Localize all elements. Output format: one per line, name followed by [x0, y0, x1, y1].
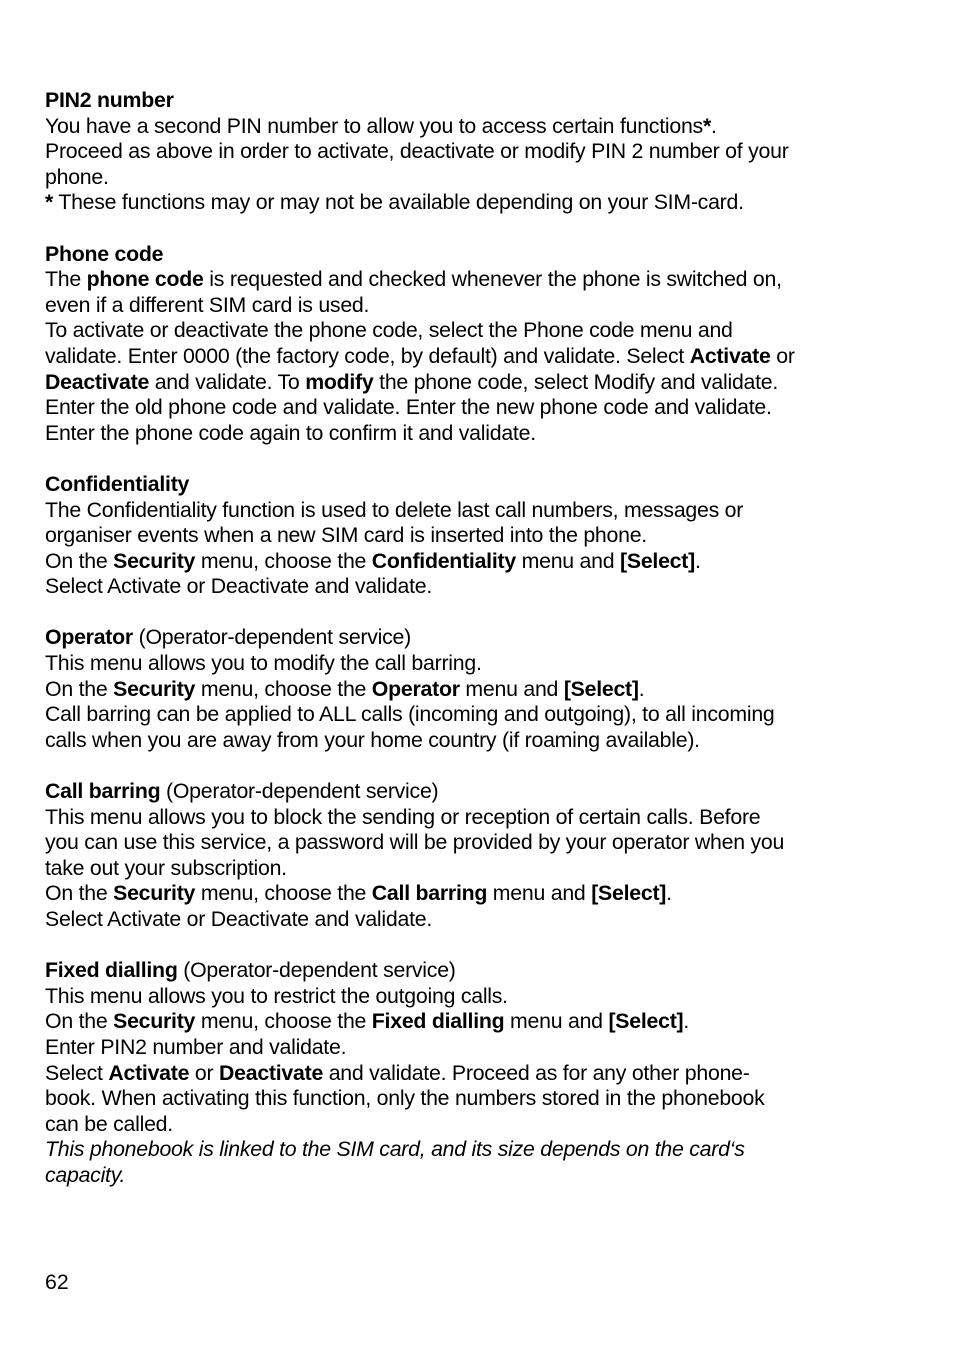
paragraph-line: Enter the old phone code and validate. Enter the new phone code and validate.: [45, 395, 772, 420]
paragraph-line: [45, 1061, 915, 1087]
section-heading: Call barring: [45, 779, 161, 804]
text-run: You have a second PIN number to allow you to access certain functions: [45, 113, 703, 138]
heading-suffix: (Operator-dependent service): [177, 958, 456, 983]
paragraph-line: phone.: [45, 164, 109, 189]
paragraph-line: Proceed as above in order to activate, deactivate or modify PIN 2 number of your: [45, 139, 789, 164]
paragraph-line: book. When activating this function, only the numbers stored in the phonebook: [45, 1086, 765, 1111]
section-fixed-dialling: [45, 958, 915, 1188]
bold-term: Deactivate: [219, 1060, 324, 1085]
paragraph-line: [45, 549, 915, 575]
text-run: These functions may or may not be available depending on your SIM-card.: [53, 190, 744, 215]
section-heading: Fixed dialling: [45, 958, 178, 983]
text-run: menu, choose the: [195, 548, 372, 573]
text-run: menu and: [459, 676, 564, 701]
text-run: On the: [45, 1009, 114, 1034]
paragraph-line: This menu allows you to block the sending or reception of certain calls. Before: [45, 804, 761, 829]
section-call-barring: [45, 779, 915, 933]
text-run: menu and: [504, 1009, 609, 1034]
paragraph-line: even if a different SIM card is used.: [45, 292, 370, 317]
manual-page-content: [45, 88, 915, 1214]
section-heading: PIN2 number: [45, 88, 174, 112]
paragraph-line: To activate or deactivate the phone code, select the Phone code menu and: [45, 318, 733, 343]
footnote-line: [45, 190, 915, 216]
text-run: On the: [45, 548, 114, 573]
bold-term: Activate: [689, 343, 771, 368]
text-run: .: [638, 676, 645, 701]
text-run: and validate. To: [149, 369, 306, 394]
paragraph-line: Select Activate or Deactivate and validate.: [45, 574, 433, 599]
text-run: the phone code, select Modify and validate.: [373, 369, 779, 394]
bold-term: [Select]: [591, 881, 667, 906]
paragraph-line: Enter PIN2 number and validate.: [45, 1034, 347, 1059]
paragraph-line: [45, 370, 915, 396]
text-run: .: [683, 1009, 690, 1034]
paragraph-line: [45, 267, 915, 293]
bold-term: Deactivate: [45, 369, 150, 394]
text-run: Select: [45, 1060, 109, 1085]
paragraph-line: This menu allows you to modify the call barring.: [45, 651, 482, 676]
section-heading-line: [45, 625, 915, 651]
text-run: The: [45, 267, 87, 292]
paragraph-line: [45, 677, 915, 703]
section-pin2-number: [45, 88, 915, 216]
text-run: or: [189, 1060, 219, 1085]
text-run: menu, choose the: [195, 676, 372, 701]
italic-note-line: capacity.: [45, 1162, 126, 1187]
text-run: .: [694, 548, 701, 573]
bold-term: Security: [113, 676, 196, 701]
italic-note-line: This phonebook is linked to the SIM card, and its size depends on the card‘s: [45, 1137, 745, 1162]
bold-term: Fixed dialling: [371, 1009, 505, 1034]
text-run: or: [770, 343, 795, 368]
bold-term: Confidentiality: [371, 548, 516, 573]
paragraph-line: Enter the phone code again to confirm it and validate.: [45, 420, 536, 445]
paragraph-line: The Confidentiality function is used to delete last call numbers, messages or: [45, 497, 744, 522]
footnote-marker: *: [45, 190, 54, 215]
section-operator: [45, 625, 915, 753]
text-run: .: [666, 881, 672, 906]
text-run: menu and: [487, 881, 592, 906]
section-heading-line: [45, 958, 915, 984]
paragraph-line: take out your subscription.: [45, 855, 287, 880]
bold-term: phone code: [86, 267, 204, 292]
bold-term: Call barring: [371, 881, 488, 906]
footnote-marker: *: [702, 113, 711, 138]
paragraph-line: organiser events when a new SIM card is inserted into the phone.: [45, 523, 647, 548]
text-run: .: [711, 113, 717, 138]
bold-term: Security: [113, 1009, 196, 1034]
paragraph-line: [45, 1009, 915, 1035]
bold-term: [Select]: [620, 548, 695, 573]
section-heading: Confidentiality: [45, 471, 190, 496]
text-run: On the: [45, 881, 114, 906]
page-number: 62: [45, 1270, 69, 1294]
section-phone-code: [45, 242, 915, 447]
bold-term: [Select]: [563, 676, 639, 701]
bold-term: Operator: [371, 676, 460, 701]
text-run: is requested and checked whenever the phone is switched on,: [203, 267, 782, 292]
bold-term: Security: [113, 548, 196, 573]
paragraph-line: can be called.: [45, 1111, 173, 1136]
paragraph-line: Call barring can be applied to ALL calls (incoming and outgoing), to all incoming: [45, 702, 775, 727]
heading-suffix: (Operator-dependent service): [160, 779, 439, 804]
paragraph-line: [45, 881, 915, 907]
bold-term: Security: [113, 881, 196, 906]
paragraph-line: you can use this service, a password will be provided by your operator when you: [45, 830, 785, 855]
paragraph-line: [45, 114, 915, 140]
section-confidentiality: [45, 472, 915, 600]
section-heading: Operator: [45, 625, 133, 650]
paragraph-line: This menu allows you to restrict the outgoing calls.: [45, 983, 508, 1008]
text-run: validate. Enter 0000 (the factory code, by default) and validate. Select: [45, 343, 690, 368]
paragraph-line: calls when you are away from your home country (if roaming available).: [45, 727, 700, 752]
bold-term: [Select]: [608, 1009, 684, 1034]
paragraph-line: Select Activate or Deactivate and validate.: [45, 907, 433, 931]
bold-term: modify: [305, 369, 374, 394]
text-run: On the: [45, 676, 114, 701]
section-heading-line: [45, 779, 915, 805]
text-run: menu and: [515, 548, 621, 573]
text-run: and validate. Proceed as for any other phone-: [323, 1060, 750, 1085]
section-heading: Phone code: [45, 241, 164, 266]
paragraph-line: [45, 344, 915, 370]
text-run: menu, choose the: [195, 881, 372, 906]
heading-suffix: (Operator-dependent service): [132, 625, 411, 650]
text-run: menu, choose the: [195, 1009, 372, 1034]
bold-term: Activate: [108, 1060, 190, 1085]
